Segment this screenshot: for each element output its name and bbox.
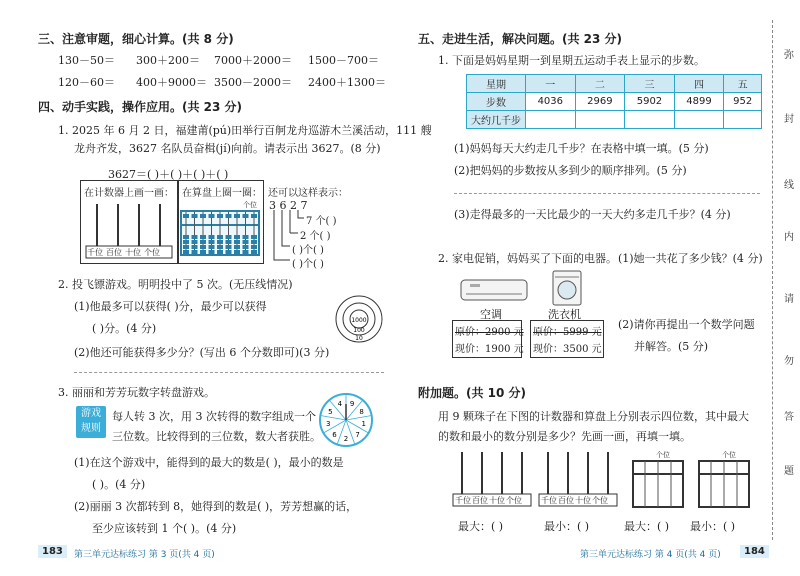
calc2-item-4: 2400＋1300＝ — [308, 76, 386, 89]
footer-left: 第三单元达标练习 第 3 页(共 4 页) — [74, 550, 215, 560]
q3-part2: (2)丽丽 3 次都转到 8，她得到的数是( )，芳芳想赢的话， — [74, 500, 358, 513]
abacus-bead — [209, 250, 215, 254]
abacus-unit: 个位 — [243, 201, 257, 209]
e1-place-tens: 十位 — [489, 496, 505, 505]
abacus-bead — [192, 245, 198, 249]
calc2-item-1: 120－60＝ — [58, 76, 115, 89]
answer-line — [74, 372, 384, 373]
calc1-item-1: 130－50＝ — [58, 54, 115, 67]
e1-place-thousands: 千位 — [455, 496, 471, 505]
abacus-bead — [251, 250, 257, 254]
r-q1-title: 1. 下面是妈妈星期一到星期五运动手表上显示的步数。 — [438, 54, 705, 67]
extra-title: 附加题。(共 10 分) — [418, 386, 527, 400]
extra-abacus-2-unit: 个位 — [722, 451, 736, 459]
place-hundreds: 百位 — [106, 248, 122, 257]
digits: 3 6 2 7 — [269, 199, 308, 212]
abacus-bead — [200, 250, 206, 254]
r-q2-part1: (1)她一共花了多少钱？(4 分) — [618, 252, 763, 265]
place-ones: 个位 — [144, 248, 160, 257]
section4-title: 四、动手实践，操作应用。(共 23 分) — [38, 100, 243, 114]
trHead-cell-1: 一 — [526, 75, 576, 93]
q2-title: 2. 投飞镖游戏。明明投中了 5 次。(无压线情况) — [58, 278, 293, 291]
extra-min-1: 最小：( ) — [544, 520, 590, 533]
e1-place-hundreds: 百位 — [472, 496, 488, 505]
q2-part2: (2)他还可能获得多少分？(写出 6 个分数即可)(3 分) — [74, 346, 330, 359]
spinner-number: 4 — [337, 400, 343, 409]
binding-label-5: 请 — [784, 294, 794, 305]
spinner-icon — [318, 392, 374, 448]
binding-label-1: 弥 — [784, 50, 794, 61]
abacus-bead — [243, 240, 249, 244]
r-q1-part3: (3)走得最多的一天比最少的一天大约多走几千步？(4 分) — [454, 208, 731, 221]
q1-text-line1: 1. 2025 年 6 月 2 日，福建莆(pú)田举行百舸龙舟巡游木兰溪活动，111 艘 — [58, 124, 432, 137]
trSteps-cell-4: 4899 — [674, 93, 724, 111]
abacus-bead — [192, 240, 198, 244]
abacus-bead — [217, 214, 223, 218]
target-1000: 1000 — [351, 317, 367, 324]
dartboard-icon — [334, 294, 384, 344]
q2-part1: (1)他最多可以获得( )分，最少可以获得 — [74, 300, 267, 313]
extra-max-2: 最大：( ) — [624, 520, 670, 533]
rule-badge-line2: 规则 — [81, 423, 101, 434]
e2-place-ones: 个位 — [592, 496, 608, 505]
extra-counter-2-places — [541, 495, 608, 506]
spinner-number: 9 — [349, 400, 355, 409]
binding-label-7: 答 — [784, 412, 794, 423]
trApprox-cell-0: 大约几千步 — [467, 111, 526, 129]
r-q1-part2: (2)把妈妈的步数按从多到少的顺序排列。(5 分) — [454, 164, 687, 177]
extra-line2: 的数和最小的数分别是多少？先画一画，再填一填。 — [438, 430, 691, 443]
abacus-bead — [226, 235, 232, 239]
washing-machine-icon — [552, 270, 582, 306]
binding-label-2: 封 — [784, 114, 794, 125]
ac-orig-price: 原价：2900 元 — [455, 327, 524, 338]
abacus-bead — [226, 214, 232, 218]
trHead-cell-4: 四 — [674, 75, 724, 93]
abacus-bead — [226, 250, 232, 254]
e2-place-thousands: 千位 — [541, 496, 557, 505]
rule-badge — [76, 406, 106, 438]
abacus-bead — [183, 245, 189, 249]
page-number-left: 183 — [38, 545, 67, 558]
abacus-bead — [243, 250, 249, 254]
place-thousands: 千位 — [87, 248, 103, 257]
r-q2-part2: (2)请你再提出一个数学问题 — [618, 318, 755, 331]
abacus-bead — [217, 235, 223, 239]
q3-part1b: ( )。(4 分) — [92, 478, 146, 491]
tree-item-1: 7 个( ) — [306, 216, 337, 227]
r-q1-part1: (1)妈妈每天大约走几千步？在表格中填一填。(5 分) — [454, 142, 709, 155]
abacus-bead — [226, 240, 232, 244]
q3-part2b: 至少应该转到 1 个( )。(4 分) — [92, 522, 237, 535]
q2-part1b: ( )分。(4 分) — [92, 322, 157, 335]
extra-counter-1-places — [455, 495, 522, 506]
calc2-item-2: 400＋9000＝ — [136, 76, 207, 89]
target-100: 100 — [353, 327, 365, 334]
abacus-bead — [217, 250, 223, 254]
abacus-bead — [251, 240, 257, 244]
tree-item-3: ( )个( ) — [292, 245, 324, 256]
tree-item-4: ( )个( ) — [292, 259, 324, 270]
q1-text-line2: 龙舟齐发，3627 名队员奋楫(jí)向前。请表示出 3627。(8 分) — [74, 142, 381, 155]
abacus-bead — [209, 240, 215, 244]
q3-part1: (1)在这个游戏中，能得到的最大的数是( )，最小的数是 — [74, 456, 344, 469]
ac-name: 空调 — [480, 308, 502, 321]
e2-place-hundreds: 百位 — [558, 496, 574, 505]
trSteps-cell-5: 952 — [724, 93, 762, 111]
abacus-bead — [226, 245, 232, 249]
ac-now-price: 现价：1900 元 — [455, 344, 524, 355]
r-q2-title: 2. 家电促销，妈妈买了下面的电器。 — [438, 252, 617, 265]
rule-badge-line1: 游戏 — [81, 408, 101, 419]
abacus-bead — [234, 250, 240, 254]
counter-places — [87, 247, 160, 258]
extra-min-2: 最小：( ) — [690, 520, 736, 533]
abacus-bead — [209, 214, 215, 218]
air-conditioner-icon — [460, 276, 530, 304]
abacus-bead — [200, 235, 206, 239]
trHead-cell-3: 三 — [625, 75, 675, 93]
trHead-cell-2: 二 — [575, 75, 625, 93]
trHead-cell-0: 星期 — [467, 75, 526, 93]
spinner-number: 7 — [355, 430, 360, 439]
abacus-bead — [192, 250, 198, 254]
spinner-number: 3 — [326, 420, 331, 429]
trSteps-cell-0: 步数 — [467, 93, 526, 111]
answer-line-2 — [454, 193, 760, 194]
abacus-bead — [234, 245, 240, 249]
trSteps-cell-3: 5902 — [625, 93, 675, 111]
trHead-cell-5: 五 — [724, 75, 762, 93]
q3-title: 3. 丽丽和芳芳玩数字转盘游戏。 — [58, 386, 215, 399]
abacus-bead — [243, 214, 249, 218]
wm-name: 洗衣机 — [548, 308, 581, 321]
extra-line1: 用 9 颗珠子在下图的计数器和算盘上分别表示四位数，其中最大 — [438, 410, 749, 423]
abacus-bead — [251, 235, 257, 239]
trSteps-cell-1: 4036 — [526, 93, 576, 111]
abacus-bead — [200, 240, 206, 244]
extra-abacus-1-unit: 个位 — [656, 451, 670, 459]
abacus-bead — [192, 235, 198, 239]
spinner-number: 6 — [332, 430, 337, 439]
binding-label-6: 勿 — [784, 356, 794, 367]
binding-label-4: 内 — [784, 232, 794, 243]
abacus-bead — [251, 214, 257, 218]
abacus-bead — [200, 214, 206, 218]
section3-title: 三、注意审题，细心计算。(共 8 分) — [38, 32, 234, 46]
section5-title: 五、走进生活，解决问题。(共 23 分) — [418, 32, 623, 46]
extra-abacus-2[interactable] — [698, 460, 750, 508]
abacus-bead — [234, 214, 240, 218]
tree-item-2: 2 个( ) — [300, 231, 331, 242]
target-10: 10 — [355, 335, 363, 342]
trApprox-cell-4[interactable] — [674, 111, 724, 129]
r-q2-part2b: 并解答。(5 分) — [634, 340, 709, 353]
abacus-bead — [209, 235, 215, 239]
steps-table — [466, 74, 762, 129]
calc1-item-4: 1500－700＝ — [308, 54, 379, 67]
trApprox-cell-1[interactable] — [526, 111, 576, 129]
e2-place-tens: 十位 — [575, 496, 591, 505]
binding-label-8: 题 — [784, 466, 794, 477]
abacus-bead — [251, 245, 257, 249]
calc2-item-3: 3500－2000＝ — [214, 76, 292, 89]
wm-orig-price: 原价：5999 元 — [533, 327, 602, 338]
abacus-bead — [183, 240, 189, 244]
abacus-bead — [183, 235, 189, 239]
trApprox-cell-2[interactable] — [575, 111, 625, 129]
rule-line2: 三位数。比较得到的三位数，数大者获胜。 — [112, 430, 321, 443]
place-tens: 十位 — [125, 248, 141, 257]
abacus-bead — [217, 245, 223, 249]
abacus-bead — [192, 214, 198, 218]
calc1-item-3: 7000＋2000＝ — [214, 54, 292, 67]
abacus-bead — [183, 214, 189, 218]
extra-abacus-1[interactable] — [632, 460, 684, 508]
abacus-bead — [243, 235, 249, 239]
abacus-bead — [243, 245, 249, 249]
abacus-bead — [183, 250, 189, 254]
expand-equation: 3627＝( )＋( )＋( )＋( ) — [108, 168, 229, 181]
footer-right: 第三单元达标练习 第 4 页(共 4 页) — [580, 550, 721, 560]
binding-line — [772, 20, 773, 540]
abacus-drawing[interactable] — [180, 210, 260, 256]
calc1-item-2: 300＋200＝ — [136, 54, 200, 67]
abacus-bead — [234, 235, 240, 239]
spinner-number: 5 — [328, 408, 333, 416]
binding-label-3: 线 — [784, 180, 794, 191]
abacus-bead — [217, 240, 223, 244]
abacus-bead — [200, 245, 206, 249]
spinner-number: 2 — [343, 435, 349, 443]
trSteps-cell-2: 2969 — [575, 93, 625, 111]
trApprox-cell-5[interactable] — [724, 111, 762, 129]
rule-line1: 每人转 3 次，用 3 次转得的数字组成一个 — [112, 410, 316, 423]
trApprox-cell-3[interactable] — [625, 111, 675, 129]
abacus-bead — [209, 245, 215, 249]
e1-place-ones: 个位 — [506, 496, 522, 505]
wm-now-price: 现价：3500 元 — [533, 344, 602, 355]
abacus-bead — [234, 240, 240, 244]
other-label: 还可以这样表示： — [268, 188, 348, 199]
counter-label: 在计数器上画一画： — [84, 188, 174, 199]
abacus-label: 在算盘上圈一圈： — [182, 188, 262, 199]
page-number-right: 184 — [740, 545, 769, 558]
spinner-number: 8 — [359, 408, 364, 416]
extra-max-1: 最大：( ) — [458, 520, 504, 533]
spinner-number: 1 — [361, 420, 366, 429]
